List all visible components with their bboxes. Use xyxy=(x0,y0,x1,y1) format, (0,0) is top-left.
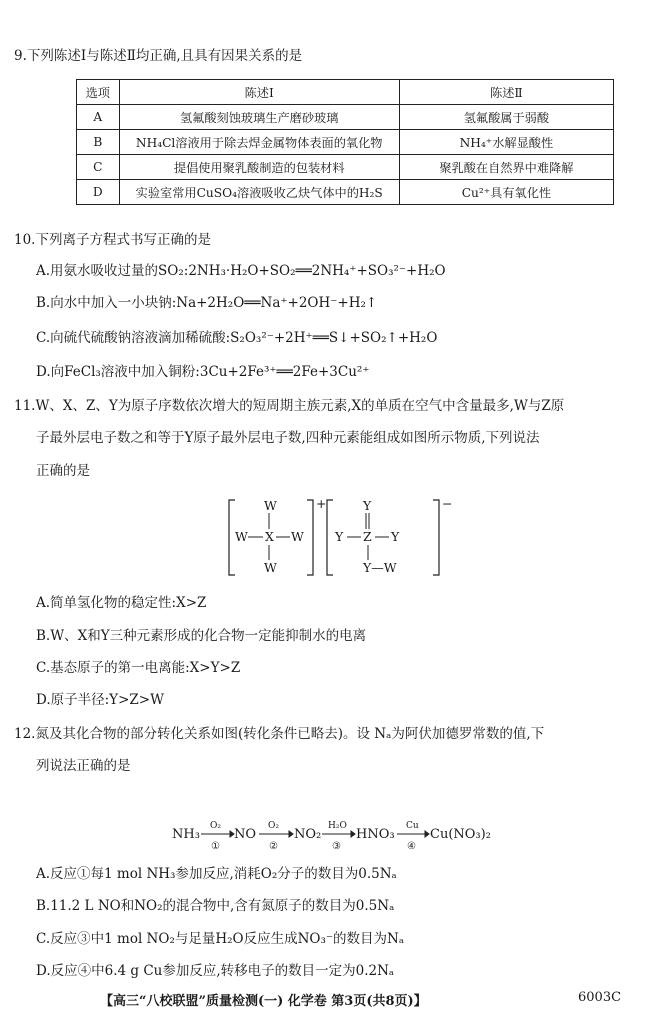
table-cell: 氢氟酸属于弱酸 xyxy=(399,105,613,130)
species-label: HNO₃ xyxy=(356,827,395,842)
q10-option-b: B.向水中加入一小块钠:Na+2H₂O══Na⁺+2OH⁻+H₂↑ xyxy=(36,295,378,311)
atom-label: Y xyxy=(363,498,372,513)
anion-charge: − xyxy=(442,496,452,511)
q11-structure-diagram xyxy=(227,495,452,580)
table-cell: C xyxy=(77,155,120,180)
table-cell: D xyxy=(77,180,120,205)
bracket-left xyxy=(327,500,333,575)
table-cell: 提倡使用聚乳酸制造的包装材料 xyxy=(119,155,399,180)
table-row xyxy=(77,130,614,155)
arrow-head-icon xyxy=(289,831,293,837)
q12-option-a: A.反应①每1 mol NH₃参加反应,消耗O₂分子的数目为0.5Nₐ xyxy=(36,866,397,882)
atom-label: Z xyxy=(363,529,372,544)
table-cell: B xyxy=(77,130,120,155)
q10-stem: 10.下列离子方程式书写正确的是 xyxy=(14,232,211,248)
atom-label: W xyxy=(264,560,277,575)
table-row xyxy=(77,180,614,205)
step-label: ④ xyxy=(407,841,416,852)
table-cell: A xyxy=(77,105,120,130)
step-label: ② xyxy=(269,841,278,852)
table-header-cell: 陈述Ⅰ xyxy=(119,80,399,105)
q11-stem-line: 子最外层电子数之和等于Y原子最外层电子数,四种元素能组成如图所示物质,下列说法 xyxy=(36,430,540,446)
q11-option-b: B.W、X和Y三种元素形成的化合物一定能抑制水的电离 xyxy=(36,628,367,644)
table-cell: 聚乳酸在自然界中难降解 xyxy=(399,155,613,180)
q11-option-c: C.基态原子的第一电离能:X>Y>Z xyxy=(36,660,241,676)
q11-stem-line: 正确的是 xyxy=(36,463,90,479)
atom-label: W xyxy=(235,529,248,544)
atom-label: W xyxy=(291,529,304,544)
q10-option-c: C.向硫代硫酸钠溶液滴加稀硫酸:S₂O₃²⁻+2H⁺══S↓+SO₂↑+H₂O xyxy=(36,330,438,346)
table-cell: NH₄⁺水解显酸性 xyxy=(399,130,613,155)
table-cell: 氢氟酸刻蚀玻璃生产磨砂玻璃 xyxy=(119,105,399,130)
q10-option-d: D.向FeCl₃溶液中加入铜粉:3Cu+2Fe³⁺══2Fe+3Cu²⁺ xyxy=(36,364,370,380)
atom-label: Y—W xyxy=(363,560,397,575)
q11-stem-line: 11.W、X、Z、Y为原子序数依次增大的短周期主族元素,X的单质在空气中含量最多,W与Z原 xyxy=(14,398,565,414)
atom-label: Y xyxy=(335,529,344,544)
q12-option-c: C.反应③中1 mol NO₂与足量H₂O反应生成NO₃⁻的数目为Nₐ xyxy=(36,931,405,947)
species-label: NO₂ xyxy=(294,827,322,842)
table-cell: 实验室常用CuSO₄溶液吸收乙炔气体中的H₂S xyxy=(119,180,399,205)
reagent-label: Cu xyxy=(406,821,419,831)
step-label: ① xyxy=(211,841,220,852)
table-header-cell: 陈述Ⅱ xyxy=(399,80,613,105)
q12-option-d: D.反应④中6.4 g Cu参加反应,转移电子的数目一定为0.2Nₐ xyxy=(36,963,395,979)
reagent-label: O₂ xyxy=(210,821,221,831)
q11-option-a: A.简单氢化物的稳定性:X>Z xyxy=(36,595,207,611)
table-cell: Cu²⁺具有氧化性 xyxy=(399,180,613,205)
atom-label: W xyxy=(264,498,277,513)
q10-option-a: A.用氨水吸收过量的SO₂:2NH₃·H₂O+SO₂══2NH₄⁺+SO₃²⁻+H₂O xyxy=(36,263,446,279)
bracket-right xyxy=(307,500,313,575)
table-header-cell: 选项 xyxy=(77,80,120,105)
step-label: ③ xyxy=(332,841,341,852)
table-header-row xyxy=(77,80,614,105)
q9-table xyxy=(76,79,614,205)
arrow-head-icon xyxy=(351,831,355,837)
q11-option-d: D.原子半径:Y>Z>W xyxy=(36,692,164,708)
table-row xyxy=(77,105,614,130)
species-label: Cu(NO₃)₂ xyxy=(430,827,491,842)
q12-option-b: B.11.2 L NO和NO₂的混合物中,含有氮原子的数目为0.5Nₐ xyxy=(36,898,395,914)
atom-label: Y xyxy=(391,529,400,544)
species-label: NH₃ xyxy=(172,827,200,842)
q12-stem-line: 12.氮及其化合物的部分转化关系如图(转化条件已略去)。设 Nₐ为阿伏加德罗常数的值,下 xyxy=(14,726,545,742)
reagent-label: H₂O xyxy=(328,821,347,831)
table-row xyxy=(77,155,614,180)
table-cell: NH₄Cl溶液用于除去焊金属物体表面的氧化物 xyxy=(119,130,399,155)
reagent-label: O₂ xyxy=(268,821,279,831)
cation-charge: + xyxy=(316,496,327,511)
atom-label: X xyxy=(265,529,274,544)
exam-code: 6003C xyxy=(578,990,622,1005)
q9-stem: 9.下列陈述Ⅰ与陈述Ⅱ均正确,且具有因果关系的是 xyxy=(14,48,303,64)
species-label: NO xyxy=(234,827,257,842)
page-footer: 【高三“八校联盟”质量检测(一) 化学卷 第3页(共8页)】 xyxy=(100,994,427,1009)
q12-conversion-chain xyxy=(172,816,502,854)
bracket-right xyxy=(433,500,439,575)
q12-stem-line: 列说法正确的是 xyxy=(36,758,131,774)
arrow-head-icon xyxy=(425,831,429,837)
